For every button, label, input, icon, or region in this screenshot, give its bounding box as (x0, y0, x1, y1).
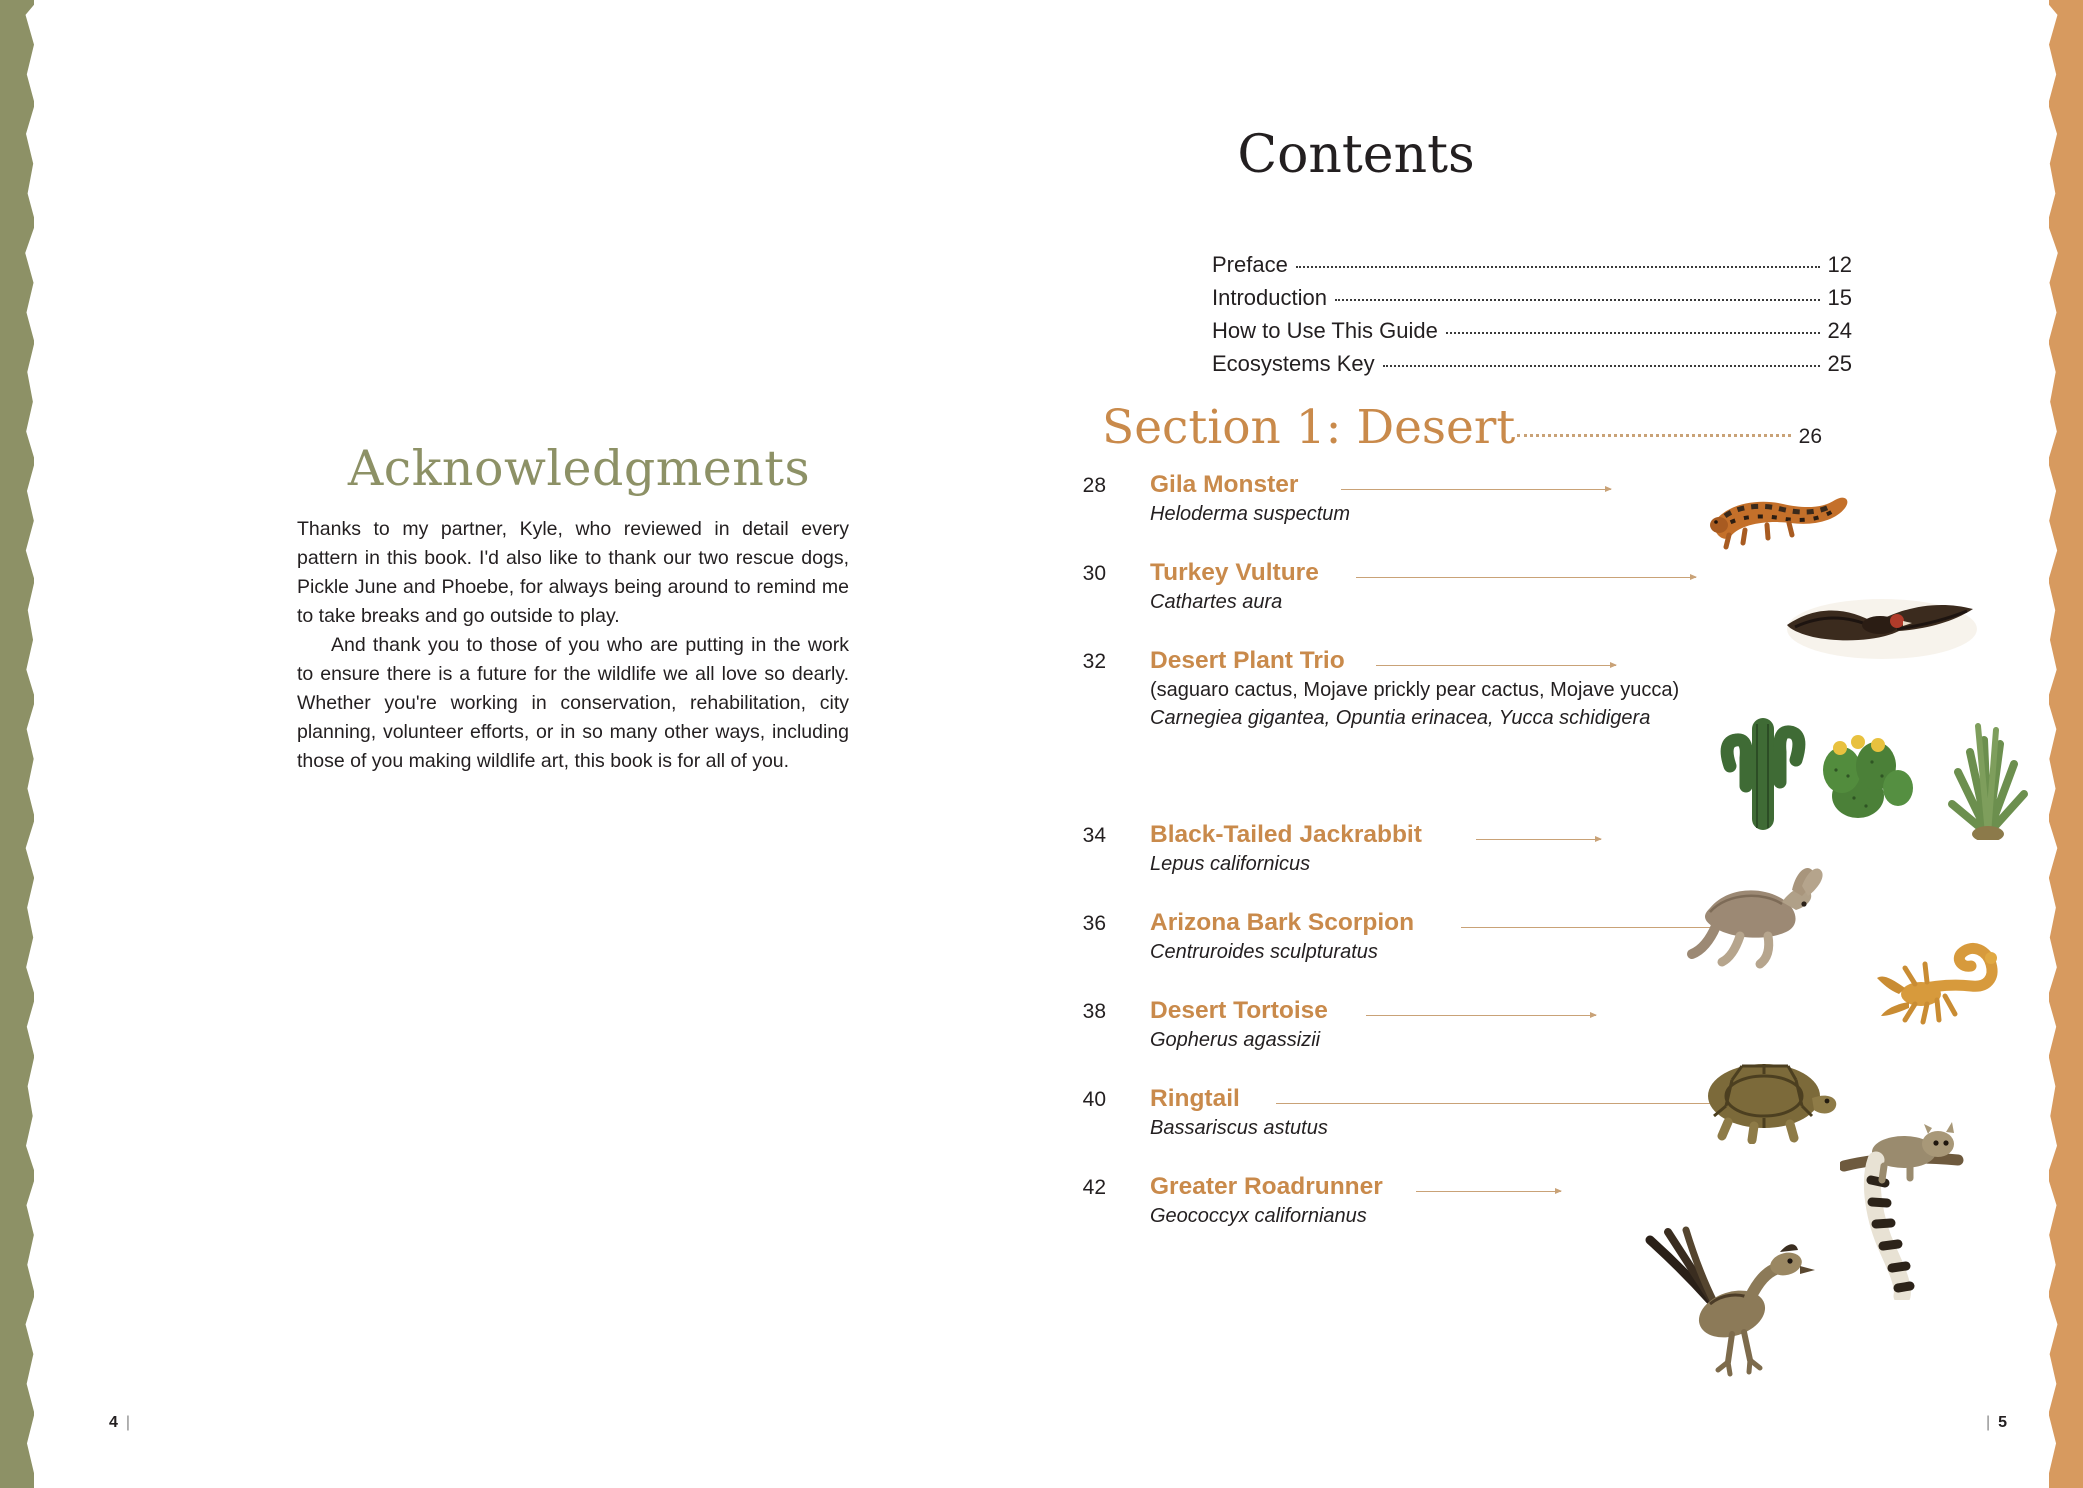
entry-scientific-name: Bassariscus astutus (1150, 1117, 1328, 1139)
entry-text (1150, 908, 1710, 966)
entry-scientific-name: Geococcyx californianus (1150, 1205, 1367, 1227)
toc-page-introduction: 15 (1827, 285, 1852, 310)
jackrabbit-illustration (1680, 862, 1840, 972)
entry-leader-line (1476, 839, 1601, 840)
entry-common-name: Gila Monster (1150, 471, 1299, 498)
turkey-vulture-illustration (1775, 567, 1990, 672)
entry-page-number: 38 (1082, 1000, 1106, 1023)
entry-leader-line (1366, 1015, 1596, 1016)
section-heading-desert (1102, 400, 1822, 455)
entry-page-number: 32 (1082, 650, 1106, 673)
left-torn-edge-decoration (0, 0, 34, 1488)
page-number-left-rule: | (125, 1414, 131, 1431)
list-item (1046, 470, 2049, 536)
entry-scientific-name: Gopherus agassizii (1150, 1029, 1321, 1051)
section-title: Section 1: Desert (1102, 400, 1516, 455)
page-number-right-rule: | (1985, 1414, 1991, 1431)
page-number-right (1986, 1414, 2007, 1432)
acknowledgments-heading: Acknowledgments (347, 440, 811, 497)
section-page-number: 26 (1798, 425, 1822, 448)
entry-leader-line (1276, 1103, 1738, 1104)
entry-page-number: 42 (1082, 1176, 1106, 1199)
acknowledgments-paragraph-1: Thanks to my partner, Kyle, who reviewed in detail every pattern in this book. I'd also like to thank our two rescue dogs, Pickle June and Phoebe, for always being around to remind me to take breaks and go outside to play. (297, 518, 849, 627)
toc-leader-dots (1335, 299, 1820, 301)
toc-label-introduction: Introduction (1212, 285, 1327, 310)
toc-page-preface: 12 (1827, 252, 1852, 277)
toc-row-how-to-use-this-guide (1212, 314, 1852, 347)
entry-scientific-name: Centruroides sculpturatus (1150, 941, 1378, 963)
acknowledgments-paragraph-2: And thank you to those of you who are putting in the work to ensure there is a future for the wildlife we all love so dearly. Whether you're working in conservation, rehabilitation, city planning, volunteer efforts, or in so many other ways, including those of you making wildlife art, this book is for all of you. (297, 634, 849, 772)
front-matter-list (1212, 248, 1852, 380)
entry-scientific-name: Cathartes aura (1150, 591, 1283, 613)
roadrunner-illustration (1640, 1224, 1815, 1389)
ringtail-illustration (1840, 1110, 2000, 1300)
entry-common-name: Ringtail (1150, 1085, 1240, 1112)
entry-common-name: Greater Roadrunner (1150, 1173, 1383, 1200)
entry-text (1150, 996, 1710, 1054)
page-number-left-value: 4 (109, 1414, 118, 1431)
desert-plant-trio-illustration (1710, 700, 2040, 840)
right-torn-edge-decoration (2049, 0, 2083, 1488)
tortoise-illustration (1686, 1054, 1846, 1144)
section-leader-dots (1517, 434, 1790, 437)
toc-row-introduction (1212, 281, 1852, 314)
toc-label-how-to-use-this-guide: How to Use This Guide (1212, 318, 1438, 343)
toc-leader-dots (1446, 332, 1820, 334)
toc-row-preface (1212, 248, 1852, 281)
contents-heading: Contents (1237, 125, 1475, 185)
toc-leader-dots (1296, 266, 1820, 268)
entry-leader-line (1356, 577, 1696, 578)
toc-page-how-to-use-this-guide: 24 (1827, 318, 1852, 343)
entry-text (1150, 470, 1710, 528)
entry-leader-line (1341, 489, 1611, 490)
toc-row-ecosystems-key (1212, 347, 1852, 380)
toc-leader-dots (1383, 365, 1820, 367)
acknowledgments-body (297, 515, 849, 776)
left-page (34, 0, 1034, 1488)
entry-parenthetical-names: (saguaro cactus, Mojave prickly pear cactus, Mojave yucca) (1150, 679, 1680, 701)
entry-text (1150, 820, 1710, 878)
entry-common-name: Black-Tailed Jackrabbit (1150, 821, 1422, 848)
entry-text (1150, 1172, 1710, 1230)
entry-page-number: 30 (1082, 562, 1106, 585)
entry-common-name: Arizona Bark Scorpion (1150, 909, 1415, 936)
entry-text (1150, 1084, 1710, 1142)
toc-label-preface: Preface (1212, 252, 1288, 277)
entry-page-number: 34 (1082, 824, 1106, 847)
entry-text (1150, 646, 1710, 732)
toc-label-ecosystems-key: Ecosystems Key (1212, 351, 1375, 376)
scorpion-illustration (1875, 912, 2015, 1032)
entry-leader-line (1376, 665, 1616, 666)
page-number-right-value: 5 (1998, 1414, 2007, 1431)
gila-monster-illustration (1705, 478, 1855, 563)
entry-common-name: Turkey Vulture (1150, 559, 1319, 586)
entry-page-number: 28 (1082, 474, 1106, 497)
page-number-left (109, 1414, 130, 1432)
entry-common-name: Desert Plant Trio (1150, 647, 1345, 674)
entry-scientific-name: Lepus californicus (1150, 853, 1311, 875)
entry-scientific-name: Heloderma suspectum (1150, 503, 1351, 525)
entry-common-name: Desert Tortoise (1150, 997, 1328, 1024)
entry-page-number: 36 (1082, 912, 1106, 935)
entry-text (1150, 558, 1710, 616)
toc-page-ecosystems-key: 25 (1827, 351, 1852, 376)
entry-scientific-name: Carnegiea gigantea, Opuntia erinacea, Yucca schidigera (1150, 707, 1651, 729)
entry-leader-line (1416, 1191, 1561, 1192)
entry-page-number: 40 (1082, 1088, 1106, 1111)
